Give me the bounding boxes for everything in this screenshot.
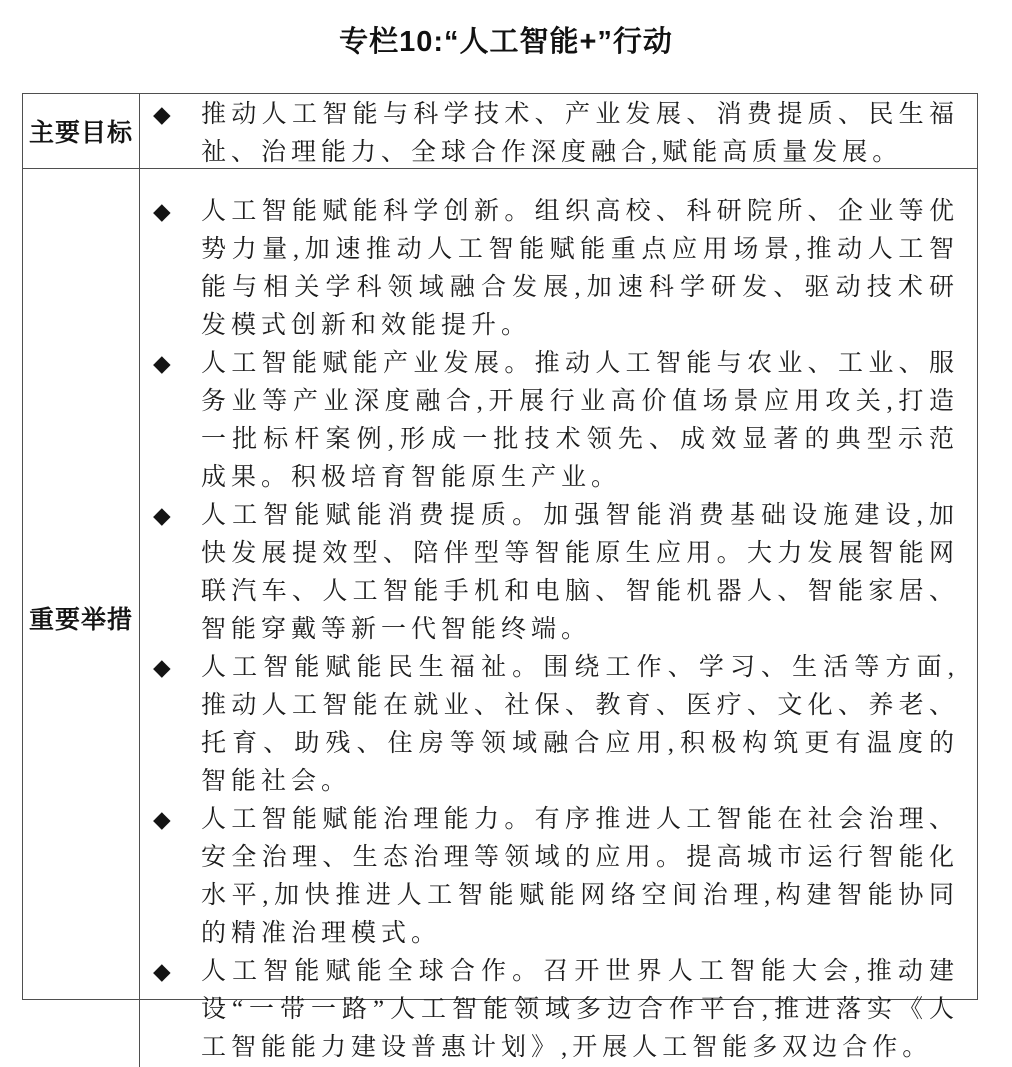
list-item	[140, 497, 959, 649]
bullet-text: 人工智能赋能产业发展。推动人工智能与农业、工业、服务业等产业深度融合,开展行业高价值场景应用攻关,打造一批标杆案例,形成一批技术领先、成效显著的典型示范成果。积极培育智能原生产业。	[201, 350, 959, 491]
diamond-bullet-icon: ◆	[153, 351, 171, 377]
bullet-text: 推动人工智能与科学技术、产业发展、消费提质、民生福祉、治理能力、全球合作深度融合,赋能高质量发展。	[201, 101, 959, 166]
diamond-bullet-icon: ◆	[153, 503, 171, 529]
list-item	[140, 96, 959, 172]
list-item	[140, 345, 959, 497]
list-item	[140, 801, 959, 953]
bullet-text: 人工智能赋能消费提质。加强智能消费基础设施建设,加快发展提效型、陪伴型等智能原生应用。大力发展智能网联汽车、人工智能手机和电脑、智能机器人、智能家居、智能穿戴等新一代智能终端。	[201, 502, 959, 643]
bullet-text: 人工智能赋能治理能力。有序推进人工智能在社会治理、安全治理、生态治理等领域的应用。提高城市运行智能化水平,加快推进人工智能赋能网络空间治理,构建智能协同的精准治理模式。	[201, 806, 959, 947]
main-goals-content	[140, 94, 977, 169]
row-label-main-goals-text: 主要目标	[28, 119, 133, 147]
list-item	[140, 649, 959, 801]
page-title: 专栏10:“人工智能+”行动	[339, 26, 673, 58]
diamond-bullet-icon: ◆	[153, 959, 171, 985]
diamond-bullet-icon: ◆	[153, 102, 171, 128]
diamond-bullet-icon: ◆	[153, 199, 171, 225]
column-box-table	[22, 93, 978, 1061]
bullet-text: 人工智能赋能科学创新。组织高校、科研院所、企业等优势力量,加速推动人工智能赋能重点应用场景,推动人工智能与相关学科领域融合发展,加速科学研发、驱动技术研发模式创新和效能提升。	[201, 198, 959, 339]
row-label-key-measures	[23, 169, 140, 1067]
list-item	[140, 953, 959, 1067]
list-item	[140, 193, 959, 345]
diamond-bullet-icon: ◆	[153, 807, 171, 833]
diamond-bullet-icon: ◆	[153, 655, 171, 681]
key-measures-content	[140, 169, 977, 1067]
bullet-text: 人工智能赋能全球合作。召开世界人工智能大会,推动建设“一带一路”人工智能领域多边合作平台,推进落实《人工智能能力建设普惠计划》,开展人工智能多双边合作。	[201, 958, 959, 1061]
row-label-key-measures-text: 重要举措	[28, 606, 133, 634]
row-label-main-goals	[23, 94, 140, 169]
bullet-text: 人工智能赋能民生福祉。围绕工作、学习、生活等方面,推动人工智能在就业、社保、教育、医疗、文化、养老、托育、助残、住房等领域融合应用,积极构筑更有温度的智能社会。	[201, 654, 959, 795]
